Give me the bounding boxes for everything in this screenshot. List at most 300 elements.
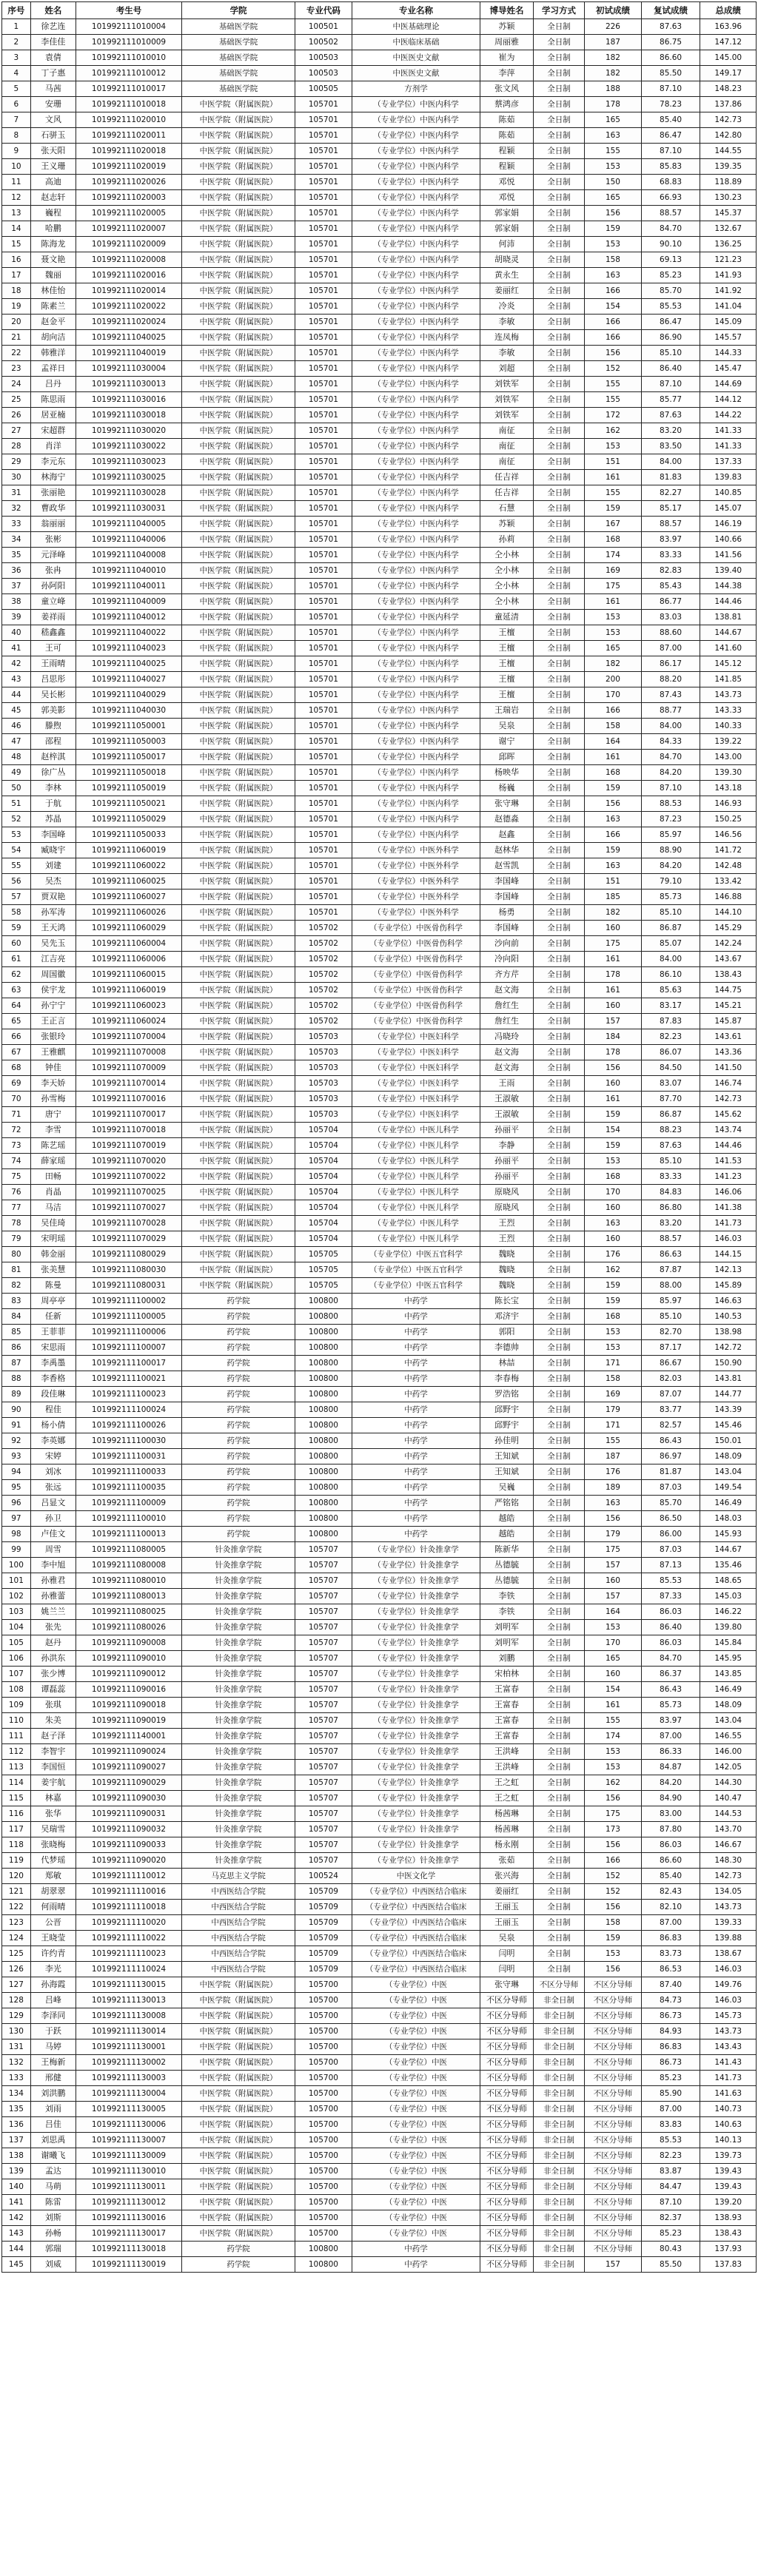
- cell-retest-score: 87.10: [641, 2195, 700, 2210]
- cell-college: 中西医结合学院: [181, 1915, 295, 1931]
- table-row: [2, 1356, 757, 1371]
- cell-supervisor: 林喆: [480, 1356, 533, 1371]
- table-row: [2, 1682, 757, 1698]
- cell-total-score: 142.05: [700, 1760, 757, 1775]
- cell-major-name: （专业学位）中医: [352, 2148, 480, 2164]
- cell-retest-score: 86.47: [641, 128, 700, 144]
- cell-college: 中医学院（附属医院）: [181, 1092, 295, 1107]
- cell-name: 刘斯: [30, 2210, 76, 2226]
- cell-name: 刘思禹: [30, 2133, 76, 2148]
- cell-exam-id: 101992111140001: [76, 1729, 182, 1744]
- cell-college: 中医学院（附属医院）: [181, 1169, 295, 1185]
- cell-major-code: 105701: [295, 144, 352, 159]
- cell-exam-id: 101992111060026: [76, 905, 182, 921]
- cell-name: 姚兰兰: [30, 1604, 76, 1620]
- cell-college: 中医学院（附属医院）: [181, 641, 295, 656]
- cell-major-name: （专业学位）中医妇科学: [352, 1107, 480, 1123]
- cell-retest-score: 85.70: [641, 1496, 700, 1511]
- cell-college: 中医学院（附属医院）: [181, 967, 295, 983]
- cell-college: 中医学院（附属医院）: [181, 890, 295, 905]
- cell-index: 123: [2, 1915, 31, 1931]
- cell-name: 丁子惠: [30, 66, 76, 81]
- table-row: [2, 1558, 757, 1573]
- cell-initial-score: 不区分导师: [585, 2210, 642, 2226]
- cell-study-mode: 全日制: [533, 1651, 584, 1667]
- cell-major-name: （专业学位）针灸推拿学: [352, 1760, 480, 1775]
- cell-total-score: 137.83: [700, 2257, 757, 2273]
- cell-college: 药学院: [181, 1325, 295, 1340]
- cell-supervisor: 周丽雅: [480, 35, 533, 50]
- cell-study-mode: 全日制: [533, 517, 584, 532]
- cell-major-name: （专业学位）中医妇科学: [352, 1029, 480, 1045]
- cell-index: 115: [2, 1791, 31, 1806]
- cell-index: 81: [2, 1262, 31, 1278]
- cell-major-code: 105700: [295, 2117, 352, 2133]
- cell-index: 109: [2, 1698, 31, 1713]
- cell-college: 中医学院（附属医院）: [181, 796, 295, 812]
- cell-major-code: 105707: [295, 1558, 352, 1573]
- cell-study-mode: 全日制: [533, 1107, 584, 1123]
- cell-college: 中医学院（附属医院）: [181, 112, 295, 128]
- cell-study-mode: 全日制: [533, 81, 584, 97]
- cell-major-name: （专业学位）中医五官科学: [352, 1247, 480, 1262]
- table-row: [2, 1573, 757, 1589]
- table-row: [2, 1589, 757, 1604]
- cell-supervisor: 孙佳明: [480, 1433, 533, 1449]
- cell-supervisor: 邓悦: [480, 175, 533, 190]
- cell-initial-score: 153: [585, 1340, 642, 1356]
- cell-exam-id: 101992111020014: [76, 283, 182, 299]
- cell-total-score: 141.72: [700, 843, 757, 858]
- cell-study-mode: 非全日制: [533, 2179, 584, 2195]
- cell-college: 中医学院（附属医院）: [181, 206, 295, 221]
- cell-exam-id: 101992111070008: [76, 1045, 182, 1060]
- cell-total-score: 141.56: [700, 548, 757, 563]
- cell-college: 中西医结合学院: [181, 1962, 295, 1977]
- cell-study-mode: 全日制: [533, 750, 584, 765]
- cell-major-name: （专业学位）中医: [352, 2055, 480, 2071]
- cell-study-mode: 全日制: [533, 781, 584, 796]
- cell-major-code: 105701: [295, 485, 352, 501]
- cell-exam-id: 101992111010009: [76, 35, 182, 50]
- cell-initial-score: 164: [585, 1604, 642, 1620]
- table-row: [2, 796, 757, 812]
- cell-total-score: 141.93: [700, 268, 757, 283]
- table-row: [2, 1138, 757, 1154]
- cell-initial-score: 153: [585, 439, 642, 454]
- cell-retest-score: 86.83: [641, 1931, 700, 1946]
- cell-major-name: （专业学位）中医内科学: [352, 719, 480, 734]
- cell-major-name: （专业学位）中医儿科学: [352, 1185, 480, 1200]
- cell-retest-score: 83.20: [641, 1216, 700, 1231]
- cell-retest-score: 84.00: [641, 719, 700, 734]
- cell-college: 中医学院（附属医院）: [181, 1977, 295, 1993]
- cell-exam-id: 101992111060004: [76, 936, 182, 952]
- cell-major-code: 105707: [295, 1760, 352, 1775]
- cell-retest-score: 87.23: [641, 812, 700, 827]
- cell-supervisor: 苏颖: [480, 517, 533, 532]
- cell-retest-score: 85.53: [641, 299, 700, 315]
- cell-exam-id: 101992111100009: [76, 1496, 182, 1511]
- table-row: [2, 35, 757, 50]
- cell-study-mode: 全日制: [533, 1371, 584, 1387]
- cell-total-score: 140.33: [700, 719, 757, 734]
- cell-total-score: 144.10: [700, 905, 757, 921]
- cell-major-name: （专业学位）中医: [352, 2086, 480, 2102]
- cell-major-code: 105701: [295, 625, 352, 641]
- table-row: [2, 299, 757, 315]
- cell-supervisor: 王檀: [480, 656, 533, 672]
- cell-retest-score: 85.17: [641, 501, 700, 517]
- cell-retest-score: 87.17: [641, 1340, 700, 1356]
- cell-name: 赵子泽: [30, 1729, 76, 1744]
- cell-major-code: 105701: [295, 252, 352, 268]
- cell-initial-score: 153: [585, 1154, 642, 1169]
- table-row: [2, 2179, 757, 2195]
- cell-total-score: 148.30: [700, 1853, 757, 1869]
- cell-major-name: （专业学位）中医内科学: [352, 97, 480, 112]
- cell-retest-score: 84.00: [641, 952, 700, 967]
- cell-major-name: （专业学位）中医儿科学: [352, 1123, 480, 1138]
- cell-major-code: 105703: [295, 1045, 352, 1060]
- cell-index: 126: [2, 1962, 31, 1977]
- cell-exam-id: 101992111020016: [76, 268, 182, 283]
- cell-exam-id: 101992111050021: [76, 796, 182, 812]
- cell-major-name: （专业学位）针灸推拿学: [352, 1667, 480, 1682]
- cell-index: 43: [2, 672, 31, 687]
- table-row: [2, 1884, 757, 1900]
- table-row: [2, 1014, 757, 1029]
- cell-total-score: 139.83: [700, 470, 757, 485]
- cell-major-name: （专业学位）中医: [352, 2210, 480, 2226]
- cell-name: 袁倩: [30, 50, 76, 66]
- cell-college: 中医学院（附属医院）: [181, 2117, 295, 2133]
- cell-total-score: 139.33: [700, 1915, 757, 1931]
- cell-total-score: 143.73: [700, 687, 757, 703]
- cell-major-code: 105702: [295, 1014, 352, 1029]
- cell-initial-score: 不区分导师: [585, 2179, 642, 2195]
- cell-index: 27: [2, 423, 31, 439]
- cell-exam-id: 101992111050019: [76, 781, 182, 796]
- cell-retest-score: 85.90: [641, 2086, 700, 2102]
- cell-index: 6: [2, 97, 31, 112]
- cell-total-score: 143.73: [700, 1900, 757, 1915]
- cell-study-mode: 非全日制: [533, 2024, 584, 2039]
- cell-retest-score: 85.73: [641, 890, 700, 905]
- cell-initial-score: 164: [585, 734, 642, 750]
- cell-index: 121: [2, 1884, 31, 1900]
- cell-exam-id: 101992111090019: [76, 1713, 182, 1729]
- table-row: [2, 501, 757, 517]
- cell-initial-score: 不区分导师: [585, 2133, 642, 2148]
- cell-study-mode: 全日制: [533, 377, 584, 392]
- cell-retest-score: 87.63: [641, 1138, 700, 1154]
- cell-study-mode: 全日制: [533, 905, 584, 921]
- cell-name: 刘建: [30, 858, 76, 874]
- cell-initial-score: 161: [585, 594, 642, 610]
- cell-name: 李智宇: [30, 1744, 76, 1760]
- table-row: [2, 377, 757, 392]
- cell-index: 4: [2, 66, 31, 81]
- cell-major-name: （专业学位）针灸推拿学: [352, 1837, 480, 1853]
- cell-major-name: （专业学位）中医内科学: [352, 625, 480, 641]
- cell-initial-score: 163: [585, 128, 642, 144]
- cell-retest-score: 84.73: [641, 1993, 700, 2008]
- cell-college: 药学院: [181, 1309, 295, 1325]
- cell-study-mode: 全日制: [533, 672, 584, 687]
- cell-study-mode: 全日制: [533, 858, 584, 874]
- cell-major-name: （专业学位）中医内科学: [352, 330, 480, 346]
- cell-study-mode: 全日制: [533, 579, 584, 594]
- cell-major-code: 105702: [295, 983, 352, 998]
- cell-major-name: （专业学位）中医内科学: [352, 827, 480, 843]
- cell-retest-score: 86.10: [641, 967, 700, 983]
- cell-major-name: （专业学位）中医内科学: [352, 439, 480, 454]
- cell-retest-score: 84.20: [641, 858, 700, 874]
- cell-major-name: 中药学: [352, 2242, 480, 2257]
- cell-major-name: （专业学位）中医内科学: [352, 641, 480, 656]
- cell-major-code: 105707: [295, 1682, 352, 1698]
- cell-index: 112: [2, 1744, 31, 1760]
- cell-study-mode: 全日制: [533, 268, 584, 283]
- cell-retest-score: 85.10: [641, 1309, 700, 1325]
- cell-exam-id: 101992111130011: [76, 2179, 182, 2195]
- cell-index: 89: [2, 1387, 31, 1402]
- cell-supervisor: 孙丽平: [480, 1154, 533, 1169]
- cell-college: 中医学院（附属医院）: [181, 858, 295, 874]
- cell-name: 贾双艳: [30, 890, 76, 905]
- cell-exam-id: 101992111130013: [76, 1993, 182, 2008]
- cell-supervisor: 任吉祥: [480, 485, 533, 501]
- table-row: [2, 1962, 757, 1977]
- cell-major-name: （专业学位）中医内科学: [352, 206, 480, 221]
- cell-retest-score: 86.07: [641, 1045, 700, 1060]
- cell-supervisor: 刘超: [480, 361, 533, 377]
- cell-major-name: 中药学: [352, 1325, 480, 1340]
- header-row: [2, 2, 757, 19]
- cell-initial-score: 156: [585, 1962, 642, 1977]
- table-row: [2, 2008, 757, 2024]
- cell-name: 李佳佳: [30, 35, 76, 50]
- cell-exam-id: 101992111060019: [76, 843, 182, 858]
- cell-total-score: 144.15: [700, 1247, 757, 1262]
- cell-exam-id: 101992111040025: [76, 330, 182, 346]
- cell-supervisor: 宋柏林: [480, 1667, 533, 1682]
- cell-retest-score: 86.73: [641, 2008, 700, 2024]
- cell-exam-id: 101992111020026: [76, 175, 182, 190]
- cell-initial-score: 167: [585, 517, 642, 532]
- cell-major-code: 105707: [295, 1542, 352, 1558]
- cell-study-mode: 全日制: [533, 1869, 584, 1884]
- cell-exam-id: 101992111100017: [76, 1356, 182, 1371]
- cell-college: 中医学院（附属医院）: [181, 1014, 295, 1029]
- cell-exam-id: 101992111090024: [76, 1744, 182, 1760]
- cell-retest-score: 85.50: [641, 2257, 700, 2273]
- cell-name: 王晓莹: [30, 1931, 76, 1946]
- table-row: [2, 1915, 757, 1931]
- cell-study-mode: 全日制: [533, 128, 584, 144]
- cell-study-mode: 全日制: [533, 1837, 584, 1853]
- cell-college: 中医学院（附属医院）: [181, 315, 295, 330]
- cell-initial-score: 187: [585, 35, 642, 50]
- cell-index: 132: [2, 2055, 31, 2071]
- cell-exam-id: 101992111050001: [76, 719, 182, 734]
- cell-name: 任新: [30, 1309, 76, 1325]
- table-row: [2, 1729, 757, 1744]
- cell-supervisor: 杨茜琳: [480, 1806, 533, 1822]
- table-row: [2, 112, 757, 128]
- cell-major-name: 中药学: [352, 1433, 480, 1449]
- cell-retest-score: 79.10: [641, 874, 700, 890]
- cell-major-code: 105701: [295, 765, 352, 781]
- cell-major-code: 105709: [295, 1884, 352, 1900]
- cell-study-mode: 全日制: [533, 1014, 584, 1029]
- cell-initial-score: 152: [585, 1884, 642, 1900]
- cell-major-code: 105707: [295, 1729, 352, 1744]
- cell-retest-score: 88.90: [641, 843, 700, 858]
- cell-college: 针灸推拿学院: [181, 1760, 295, 1775]
- cell-major-code: 105700: [295, 2148, 352, 2164]
- cell-major-name: （专业学位）针灸推拿学: [352, 1635, 480, 1651]
- cell-index: 94: [2, 1464, 31, 1480]
- cell-supervisor: 吴泉: [480, 719, 533, 734]
- cell-initial-score: 179: [585, 1402, 642, 1418]
- cell-total-score: 140.85: [700, 485, 757, 501]
- cell-major-code: 105701: [295, 268, 352, 283]
- cell-major-name: （专业学位）中西医结合临床: [352, 1915, 480, 1931]
- cell-initial-score: 176: [585, 1464, 642, 1480]
- cell-supervisor: 黄永生: [480, 268, 533, 283]
- cell-supervisor: 郭家娟: [480, 221, 533, 237]
- cell-supervisor: 邓悦: [480, 190, 533, 206]
- cell-retest-score: 88.60: [641, 625, 700, 641]
- cell-index: 24: [2, 377, 31, 392]
- table-row: [2, 1604, 757, 1620]
- cell-major-code: 105701: [295, 517, 352, 532]
- cell-total-score: 146.67: [700, 1837, 757, 1853]
- cell-exam-id: 101992111090029: [76, 1775, 182, 1791]
- cell-college: 中医学院（附属医院）: [181, 1045, 295, 1060]
- cell-supervisor: 不区分导师: [480, 2102, 533, 2117]
- cell-exam-id: 101992111030031: [76, 501, 182, 517]
- cell-total-score: 146.19: [700, 517, 757, 532]
- cell-name: 孙阿阳: [30, 579, 76, 594]
- cell-exam-id: 101992111030022: [76, 439, 182, 454]
- cell-major-code: 105703: [295, 1092, 352, 1107]
- cell-total-score: 142.73: [700, 1092, 757, 1107]
- cell-college: 药学院: [181, 1464, 295, 1480]
- cell-supervisor: 王淑敏: [480, 1092, 533, 1107]
- cell-name: 胡翠翠: [30, 1884, 76, 1900]
- cell-college: 中医学院（附属医院）: [181, 439, 295, 454]
- cell-exam-id: 101992111100030: [76, 1433, 182, 1449]
- cell-major-code: 105702: [295, 936, 352, 952]
- cell-total-score: 145.62: [700, 1107, 757, 1123]
- cell-study-mode: 全日制: [533, 1138, 584, 1154]
- cell-initial-score: 159: [585, 1138, 642, 1154]
- cell-index: 144: [2, 2242, 31, 2257]
- cell-initial-score: 171: [585, 1418, 642, 1433]
- cell-name: 邵程: [30, 734, 76, 750]
- cell-initial-score: 163: [585, 1216, 642, 1231]
- table-row: [2, 1092, 757, 1107]
- cell-major-code: 100524: [295, 1869, 352, 1884]
- cell-supervisor: 王富春: [480, 1729, 533, 1744]
- cell-study-mode: 全日制: [533, 1060, 584, 1076]
- cell-initial-score: 226: [585, 19, 642, 35]
- cell-major-code: 105704: [295, 1169, 352, 1185]
- cell-major-name: （专业学位）中医外科学: [352, 874, 480, 890]
- cell-retest-score: 83.03: [641, 610, 700, 625]
- cell-supervisor: 不区分导师: [480, 2148, 533, 2164]
- table-row: [2, 1045, 757, 1060]
- table-row: [2, 283, 757, 299]
- cell-major-name: （专业学位）中医内科学: [352, 703, 480, 719]
- cell-major-name: （专业学位）中医内科学: [352, 594, 480, 610]
- table-row: [2, 19, 757, 35]
- cell-major-code: 105700: [295, 2102, 352, 2117]
- cell-college: 中医学院（附属医院）: [181, 998, 295, 1014]
- header-major-code: 专业代码: [295, 2, 352, 19]
- cell-initial-score: 155: [585, 377, 642, 392]
- cell-exam-id: 101992111130017: [76, 2226, 182, 2242]
- cell-total-score: 146.63: [700, 1294, 757, 1309]
- cell-index: 143: [2, 2226, 31, 2242]
- cell-name: 李英娜: [30, 1433, 76, 1449]
- cell-college: 中医学院（附属医院）: [181, 750, 295, 765]
- table-row: [2, 1433, 757, 1449]
- cell-major-code: 105704: [295, 1200, 352, 1216]
- cell-supervisor: 不区分导师: [480, 2195, 533, 2210]
- cell-index: 17: [2, 268, 31, 283]
- cell-total-score: 141.38: [700, 1200, 757, 1216]
- cell-major-name: （专业学位）中医内科学: [352, 346, 480, 361]
- cell-supervisor: 越皓: [480, 1511, 533, 1527]
- cell-index: 91: [2, 1418, 31, 1433]
- cell-exam-id: 101992111030025: [76, 470, 182, 485]
- cell-name: 段佳琳: [30, 1387, 76, 1402]
- table-row: [2, 2148, 757, 2164]
- table-row: [2, 1309, 757, 1325]
- cell-retest-score: 85.77: [641, 392, 700, 408]
- cell-supervisor: 魏晓: [480, 1278, 533, 1294]
- cell-index: 87: [2, 1356, 31, 1371]
- cell-study-mode: 全日制: [533, 1092, 584, 1107]
- cell-total-score: 148.65: [700, 1573, 757, 1589]
- cell-retest-score: 84.70: [641, 221, 700, 237]
- cell-study-mode: 全日制: [533, 936, 584, 952]
- cell-retest-score: 87.10: [641, 144, 700, 159]
- cell-name: 宋婷: [30, 1449, 76, 1464]
- cell-college: 中医学院（附属医院）: [181, 843, 295, 858]
- cell-major-code: 100800: [295, 1309, 352, 1325]
- cell-initial-score: 168: [585, 1309, 642, 1325]
- cell-exam-id: 101992111020009: [76, 237, 182, 252]
- cell-study-mode: 全日制: [533, 532, 584, 548]
- cell-major-code: 100503: [295, 50, 352, 66]
- cell-initial-score: 175: [585, 936, 642, 952]
- cell-supervisor: 程颖: [480, 159, 533, 175]
- header-major-name: 专业名称: [352, 2, 480, 19]
- cell-initial-score: 175: [585, 1806, 642, 1822]
- cell-major-code: 105701: [295, 579, 352, 594]
- cell-supervisor: 原晓风: [480, 1185, 533, 1200]
- cell-retest-score: 86.67: [641, 1356, 700, 1371]
- cell-supervisor: 冷炎: [480, 299, 533, 315]
- cell-major-code: 105705: [295, 1262, 352, 1278]
- cell-retest-score: 84.20: [641, 1775, 700, 1791]
- cell-initial-score: 182: [585, 905, 642, 921]
